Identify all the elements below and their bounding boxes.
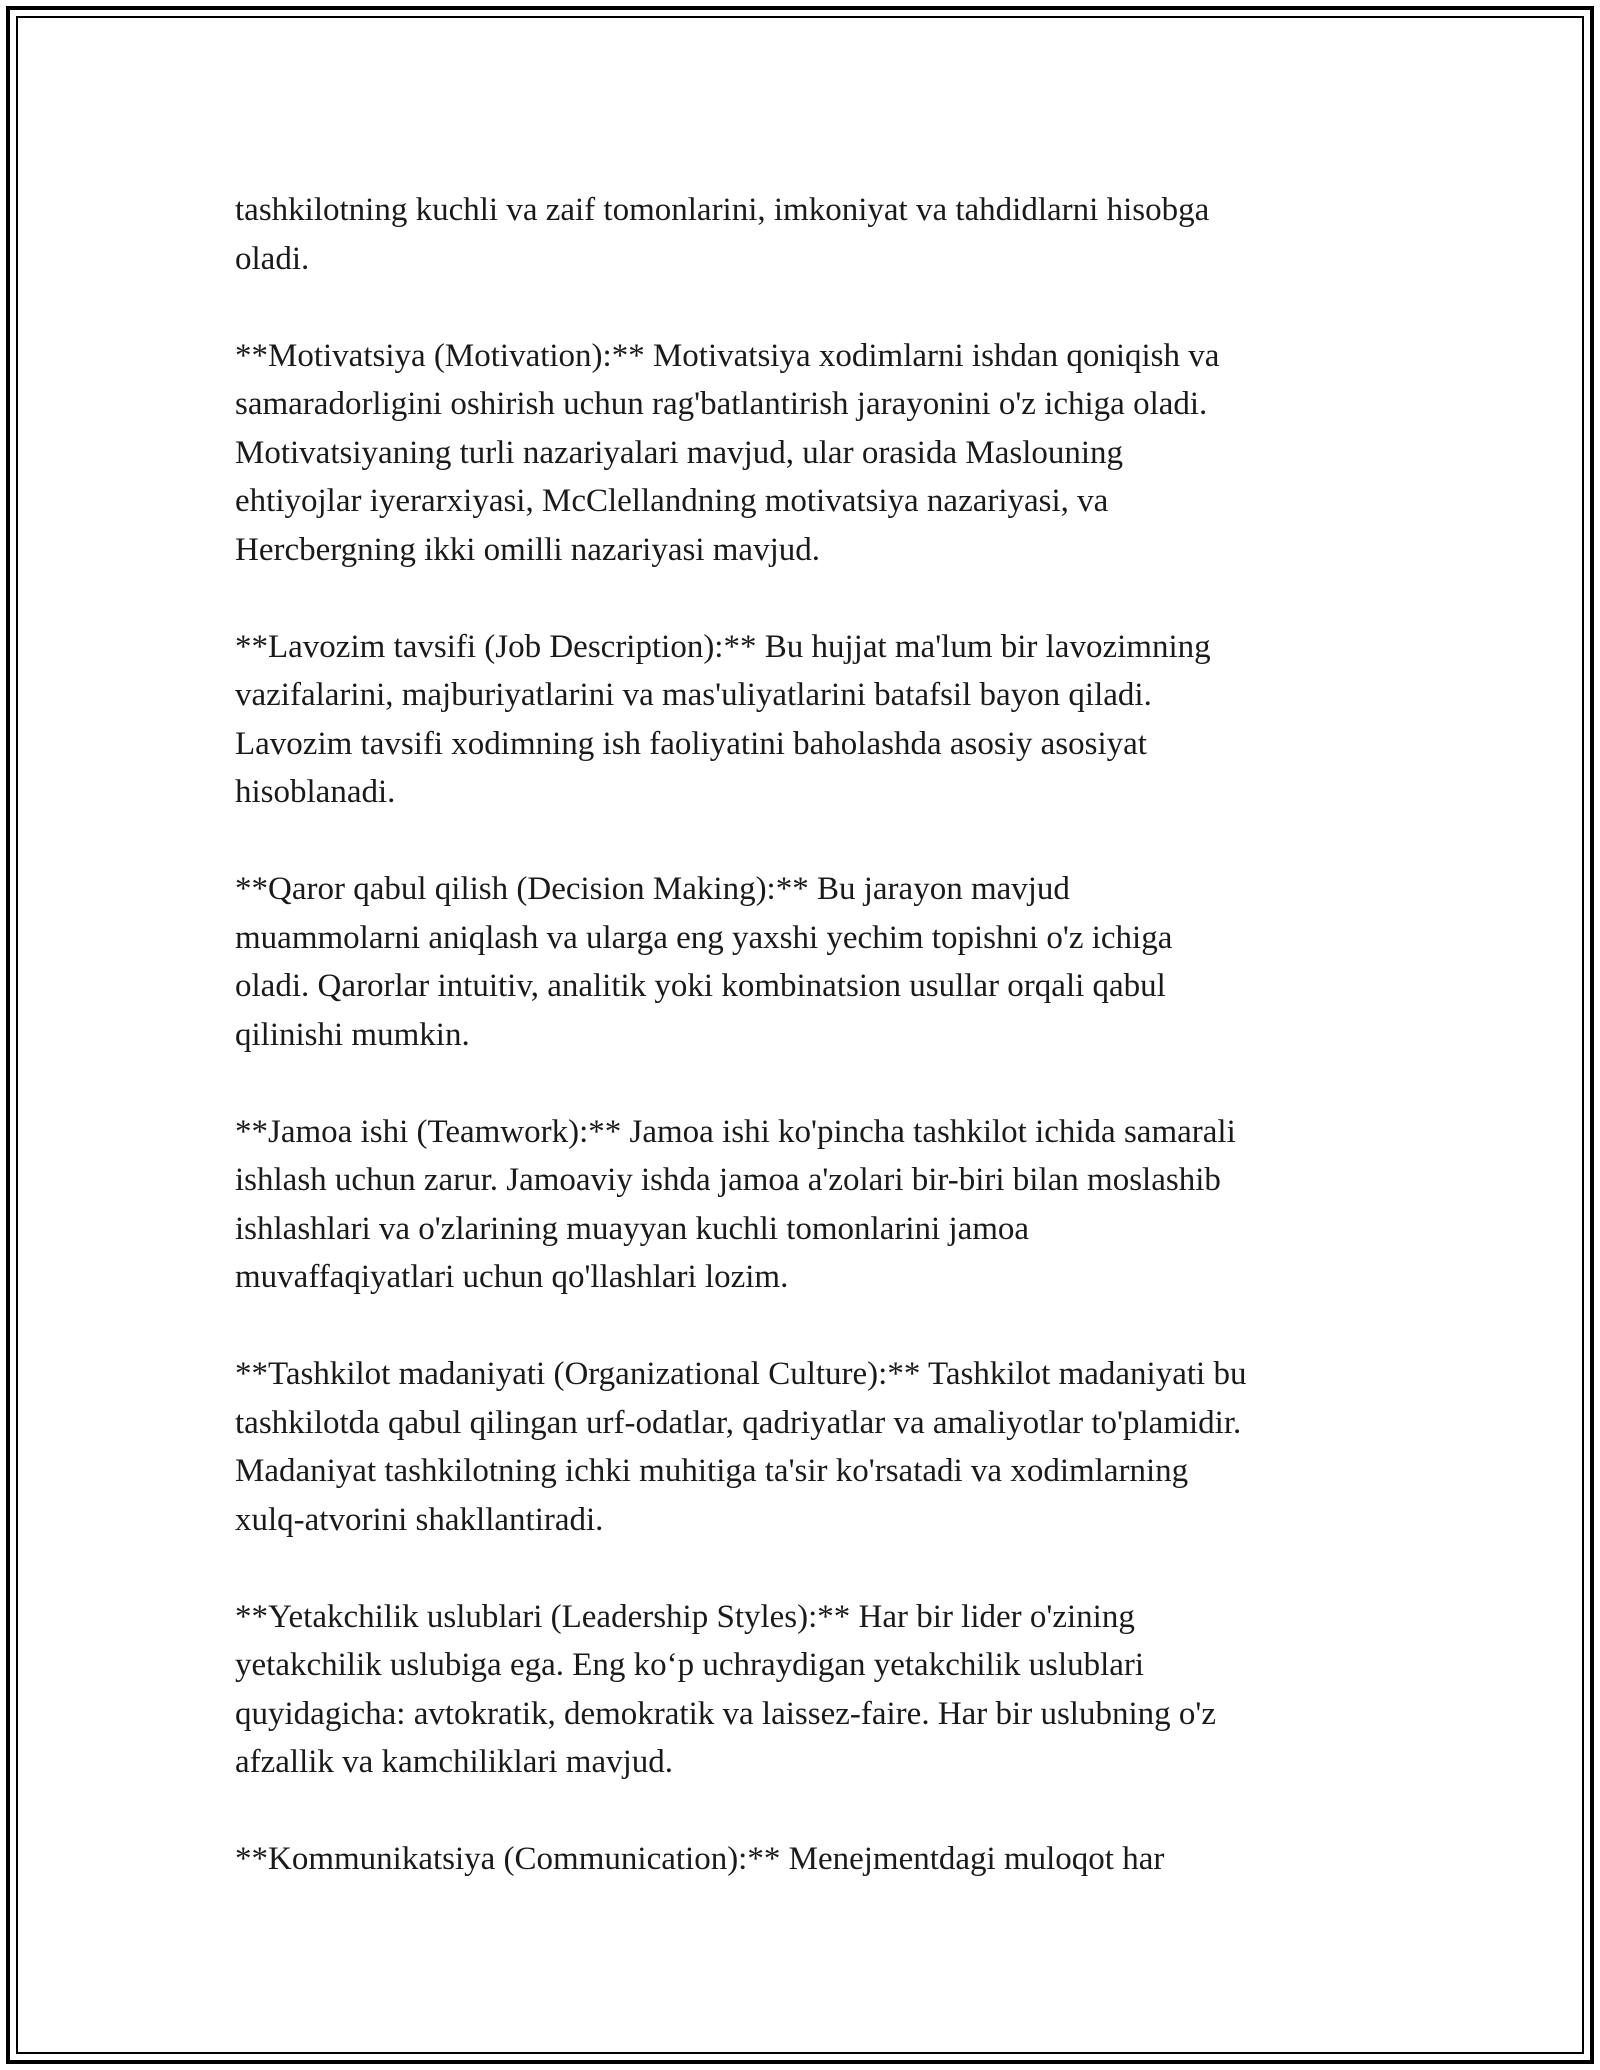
paragraph-communication: **Kommunikatsiya (Communication):** Menejmentdagi muloqot har: [235, 1841, 1165, 1877]
paragraph-job-description: **Lavozim tavsifi (Job Description):** Bu hujjat ma'lum bir lavozimning vazifalarini, majburiyatlarini va mas'uliyatlarini batafsil bayon qiladi. Lavozim tavsifi xodimning ish faoliyatini baholashda asosiy asosiyat hisoblanadi.: [235, 628, 1211, 810]
paragraph-motivation: **Motivatsiya (Motivation):** Motivatsiya xodimlarni ishdan qoniqish va samaradorligini oshirish uchun rag'batlantirish jarayonini o'z ichiga oladi. Motivatsiyaning turli nazariyalari mavjud, ular orasida Maslouning ehtiyojlar iyerarxiyasi, McClellandning motivatsiya nazariyasi, va Hercbergning ikki omilli nazariyasi mavjud.: [235, 337, 1220, 568]
paragraph-decision-making: **Qaror qabul qilish (Decision Making):** Bu jarayon mavjud muammolarni aniqlash va ularga eng yaxshi yechim topishni o'z ichiga oladi. Qarorlar intuitiv, analitik yoki kombinatsion usullar orqali qabul qilinishi mumkin.: [235, 871, 1173, 1053]
document-body: [235, 186, 1375, 1884]
paragraph-leadership-styles: **Yetakchilik uslublari (Leadership Styles):** Har bir lider o'zining yetakchilik uslubiga ega. Eng ko‘p uchraydigan yetakchilik uslublari quyidagicha: avtokratik, demokratik va laissez-faire. Har bir uslubning o'z afzallik va kamchiliklari mavjud.: [235, 1598, 1216, 1780]
paragraph-organizational-culture: **Tashkilot madaniyati (Organizational Culture):** Tashkilot madaniyati bu tashkilotda qabul qilingan urf-odatlar, qadriyatlar va amaliyotlar to'plamidir. Madaniyat tashkilotning ichki muhitiga ta'sir ko'rsatadi va xodimlarning xulq-atvorini shakllantiradi.: [235, 1356, 1247, 1538]
paragraph-teamwork: **Jamoa ishi (Teamwork):** Jamoa ishi ko'pincha tashkilot ichida samarali ishlash uchun zarur. Jamoaviy ishda jamoa a'zolari bir-biri bilan moslashib ishlashlari va o'zlarining muayyan kuchli tomonlarini jamoa muvaffaqiyatlari uchun qo'llashlari lozim.: [235, 1113, 1236, 1295]
paragraph-intro-continuation: tashkilotning kuchli va zaif tomonlarini, imkoniyat va tahdidlarni hisobga oladi.: [235, 192, 1210, 277]
